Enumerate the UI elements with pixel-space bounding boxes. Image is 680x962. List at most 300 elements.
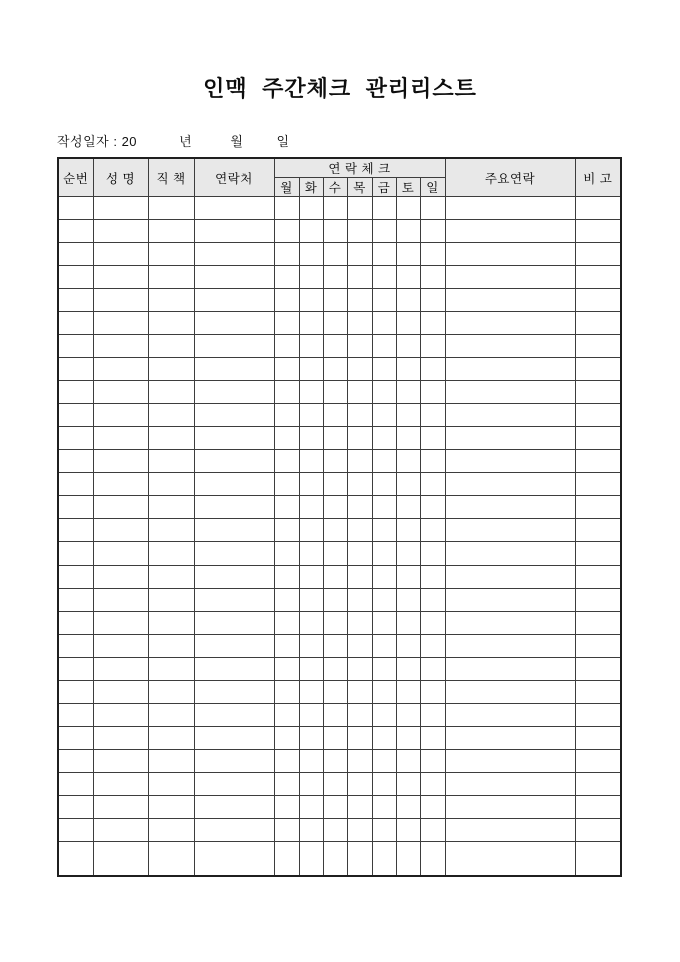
cell-tue[interactable] [299, 335, 323, 358]
cell-name[interactable] [93, 266, 148, 289]
cell-no[interactable] [58, 358, 93, 381]
cell-contact[interactable] [194, 197, 274, 220]
cell-main-contact[interactable] [445, 496, 575, 519]
cell-main-contact[interactable] [445, 335, 575, 358]
cell-no[interactable] [58, 404, 93, 427]
cell-name[interactable] [93, 565, 148, 588]
cell-position[interactable] [148, 726, 194, 749]
cell-mon[interactable] [274, 749, 299, 772]
cell-no[interactable] [58, 588, 93, 611]
cell-thu[interactable] [347, 266, 372, 289]
cell-position[interactable] [148, 680, 194, 703]
cell-mon[interactable] [274, 496, 299, 519]
cell-mon[interactable] [274, 565, 299, 588]
cell-sat[interactable] [396, 680, 420, 703]
cell-fri[interactable] [372, 335, 396, 358]
cell-position[interactable] [148, 611, 194, 634]
cell-wed[interactable] [323, 197, 347, 220]
cell-fri[interactable] [372, 749, 396, 772]
cell-wed[interactable] [323, 726, 347, 749]
cell-thu[interactable] [347, 220, 372, 243]
cell-fri[interactable] [372, 841, 396, 876]
cell-thu[interactable] [347, 749, 372, 772]
cell-mon[interactable] [274, 381, 299, 404]
cell-sun[interactable] [420, 243, 445, 266]
cell-main-contact[interactable] [445, 220, 575, 243]
cell-tue[interactable] [299, 680, 323, 703]
cell-no[interactable] [58, 634, 93, 657]
cell-no[interactable] [58, 197, 93, 220]
cell-sat[interactable] [396, 657, 420, 680]
cell-no[interactable] [58, 611, 93, 634]
cell-note[interactable] [575, 450, 621, 473]
cell-mon[interactable] [274, 473, 299, 496]
cell-main-contact[interactable] [445, 703, 575, 726]
cell-fri[interactable] [372, 519, 396, 542]
cell-thu[interactable] [347, 772, 372, 795]
cell-thu[interactable] [347, 289, 372, 312]
cell-position[interactable] [148, 312, 194, 335]
cell-main-contact[interactable] [445, 197, 575, 220]
cell-sat[interactable] [396, 749, 420, 772]
cell-sat[interactable] [396, 404, 420, 427]
cell-tue[interactable] [299, 358, 323, 381]
cell-sun[interactable] [420, 657, 445, 680]
cell-wed[interactable] [323, 427, 347, 450]
cell-main-contact[interactable] [445, 565, 575, 588]
cell-note[interactable] [575, 358, 621, 381]
cell-sun[interactable] [420, 289, 445, 312]
cell-no[interactable] [58, 335, 93, 358]
cell-position[interactable] [148, 772, 194, 795]
cell-position[interactable] [148, 542, 194, 565]
cell-name[interactable] [93, 243, 148, 266]
cell-wed[interactable] [323, 312, 347, 335]
cell-mon[interactable] [274, 680, 299, 703]
cell-contact[interactable] [194, 312, 274, 335]
cell-contact[interactable] [194, 519, 274, 542]
cell-no[interactable] [58, 381, 93, 404]
cell-thu[interactable] [347, 450, 372, 473]
cell-main-contact[interactable] [445, 542, 575, 565]
cell-sun[interactable] [420, 841, 445, 876]
cell-contact[interactable] [194, 680, 274, 703]
cell-mon[interactable] [274, 243, 299, 266]
cell-name[interactable] [93, 703, 148, 726]
cell-wed[interactable] [323, 220, 347, 243]
cell-main-contact[interactable] [445, 726, 575, 749]
cell-main-contact[interactable] [445, 358, 575, 381]
cell-fri[interactable] [372, 427, 396, 450]
cell-tue[interactable] [299, 565, 323, 588]
cell-note[interactable] [575, 657, 621, 680]
cell-main-contact[interactable] [445, 841, 575, 876]
cell-position[interactable] [148, 657, 194, 680]
cell-no[interactable] [58, 772, 93, 795]
cell-position[interactable] [148, 427, 194, 450]
cell-main-contact[interactable] [445, 312, 575, 335]
cell-tue[interactable] [299, 404, 323, 427]
cell-contact[interactable] [194, 795, 274, 818]
cell-no[interactable] [58, 565, 93, 588]
cell-sun[interactable] [420, 749, 445, 772]
cell-sat[interactable] [396, 818, 420, 841]
cell-position[interactable] [148, 519, 194, 542]
cell-contact[interactable] [194, 335, 274, 358]
cell-main-contact[interactable] [445, 427, 575, 450]
cell-wed[interactable] [323, 542, 347, 565]
cell-sat[interactable] [396, 795, 420, 818]
cell-fri[interactable] [372, 381, 396, 404]
cell-fri[interactable] [372, 289, 396, 312]
cell-no[interactable] [58, 749, 93, 772]
cell-no[interactable] [58, 243, 93, 266]
cell-note[interactable] [575, 634, 621, 657]
cell-contact[interactable] [194, 565, 274, 588]
cell-sun[interactable] [420, 772, 445, 795]
cell-wed[interactable] [323, 680, 347, 703]
cell-note[interactable] [575, 266, 621, 289]
cell-no[interactable] [58, 680, 93, 703]
cell-main-contact[interactable] [445, 818, 575, 841]
cell-thu[interactable] [347, 818, 372, 841]
cell-main-contact[interactable] [445, 634, 575, 657]
cell-note[interactable] [575, 335, 621, 358]
cell-fri[interactable] [372, 680, 396, 703]
cell-sat[interactable] [396, 841, 420, 876]
cell-contact[interactable] [194, 358, 274, 381]
cell-name[interactable] [93, 680, 148, 703]
cell-sat[interactable] [396, 772, 420, 795]
cell-contact[interactable] [194, 473, 274, 496]
cell-sat[interactable] [396, 289, 420, 312]
cell-wed[interactable] [323, 289, 347, 312]
cell-sun[interactable] [420, 266, 445, 289]
cell-mon[interactable] [274, 335, 299, 358]
cell-mon[interactable] [274, 289, 299, 312]
cell-fri[interactable] [372, 565, 396, 588]
cell-sat[interactable] [396, 197, 420, 220]
cell-wed[interactable] [323, 657, 347, 680]
cell-main-contact[interactable] [445, 795, 575, 818]
cell-contact[interactable] [194, 542, 274, 565]
cell-wed[interactable] [323, 404, 347, 427]
cell-contact[interactable] [194, 841, 274, 876]
cell-name[interactable] [93, 335, 148, 358]
cell-no[interactable] [58, 841, 93, 876]
cell-tue[interactable] [299, 266, 323, 289]
cell-tue[interactable] [299, 588, 323, 611]
cell-sun[interactable] [420, 542, 445, 565]
cell-position[interactable] [148, 335, 194, 358]
cell-sun[interactable] [420, 703, 445, 726]
cell-thu[interactable] [347, 197, 372, 220]
cell-tue[interactable] [299, 657, 323, 680]
cell-name[interactable] [93, 657, 148, 680]
cell-thu[interactable] [347, 841, 372, 876]
cell-sun[interactable] [420, 358, 445, 381]
cell-wed[interactable] [323, 749, 347, 772]
cell-main-contact[interactable] [445, 657, 575, 680]
cell-sat[interactable] [396, 634, 420, 657]
cell-fri[interactable] [372, 243, 396, 266]
cell-sat[interactable] [396, 703, 420, 726]
cell-sat[interactable] [396, 519, 420, 542]
cell-fri[interactable] [372, 496, 396, 519]
cell-name[interactable] [93, 312, 148, 335]
cell-contact[interactable] [194, 266, 274, 289]
cell-mon[interactable] [274, 266, 299, 289]
cell-fri[interactable] [372, 657, 396, 680]
cell-tue[interactable] [299, 381, 323, 404]
cell-tue[interactable] [299, 795, 323, 818]
cell-no[interactable] [58, 220, 93, 243]
cell-mon[interactable] [274, 427, 299, 450]
cell-fri[interactable] [372, 611, 396, 634]
cell-mon[interactable] [274, 358, 299, 381]
cell-note[interactable] [575, 519, 621, 542]
cell-sun[interactable] [420, 312, 445, 335]
cell-fri[interactable] [372, 772, 396, 795]
cell-name[interactable] [93, 220, 148, 243]
cell-mon[interactable] [274, 818, 299, 841]
cell-mon[interactable] [274, 772, 299, 795]
cell-no[interactable] [58, 703, 93, 726]
cell-wed[interactable] [323, 243, 347, 266]
cell-mon[interactable] [274, 726, 299, 749]
cell-mon[interactable] [274, 450, 299, 473]
cell-wed[interactable] [323, 611, 347, 634]
cell-name[interactable] [93, 450, 148, 473]
cell-sun[interactable] [420, 565, 445, 588]
cell-note[interactable] [575, 772, 621, 795]
cell-contact[interactable] [194, 381, 274, 404]
cell-sun[interactable] [420, 335, 445, 358]
cell-wed[interactable] [323, 335, 347, 358]
cell-note[interactable] [575, 565, 621, 588]
cell-position[interactable] [148, 588, 194, 611]
cell-thu[interactable] [347, 243, 372, 266]
cell-name[interactable] [93, 427, 148, 450]
cell-fri[interactable] [372, 450, 396, 473]
cell-sat[interactable] [396, 220, 420, 243]
cell-note[interactable] [575, 795, 621, 818]
cell-mon[interactable] [274, 611, 299, 634]
cell-note[interactable] [575, 289, 621, 312]
cell-wed[interactable] [323, 634, 347, 657]
cell-main-contact[interactable] [445, 680, 575, 703]
cell-fri[interactable] [372, 795, 396, 818]
cell-thu[interactable] [347, 726, 372, 749]
cell-sun[interactable] [420, 680, 445, 703]
cell-contact[interactable] [194, 818, 274, 841]
cell-position[interactable] [148, 703, 194, 726]
cell-position[interactable] [148, 220, 194, 243]
cell-sat[interactable] [396, 312, 420, 335]
cell-fri[interactable] [372, 312, 396, 335]
cell-sat[interactable] [396, 588, 420, 611]
cell-wed[interactable] [323, 450, 347, 473]
cell-thu[interactable] [347, 795, 372, 818]
cell-position[interactable] [148, 841, 194, 876]
cell-main-contact[interactable] [445, 289, 575, 312]
cell-fri[interactable] [372, 634, 396, 657]
cell-contact[interactable] [194, 243, 274, 266]
cell-name[interactable] [93, 519, 148, 542]
cell-sat[interactable] [396, 496, 420, 519]
cell-name[interactable] [93, 726, 148, 749]
cell-sat[interactable] [396, 381, 420, 404]
cell-sat[interactable] [396, 726, 420, 749]
cell-wed[interactable] [323, 358, 347, 381]
cell-sun[interactable] [420, 404, 445, 427]
cell-tue[interactable] [299, 703, 323, 726]
cell-thu[interactable] [347, 680, 372, 703]
cell-mon[interactable] [274, 404, 299, 427]
cell-note[interactable] [575, 220, 621, 243]
cell-fri[interactable] [372, 266, 396, 289]
cell-thu[interactable] [347, 519, 372, 542]
cell-sat[interactable] [396, 243, 420, 266]
cell-name[interactable] [93, 795, 148, 818]
cell-mon[interactable] [274, 841, 299, 876]
cell-wed[interactable] [323, 266, 347, 289]
cell-name[interactable] [93, 404, 148, 427]
cell-thu[interactable] [347, 588, 372, 611]
cell-contact[interactable] [194, 588, 274, 611]
cell-no[interactable] [58, 427, 93, 450]
cell-thu[interactable] [347, 381, 372, 404]
cell-tue[interactable] [299, 726, 323, 749]
cell-sat[interactable] [396, 266, 420, 289]
cell-contact[interactable] [194, 726, 274, 749]
cell-main-contact[interactable] [445, 473, 575, 496]
cell-sat[interactable] [396, 450, 420, 473]
cell-mon[interactable] [274, 657, 299, 680]
cell-tue[interactable] [299, 749, 323, 772]
cell-sat[interactable] [396, 427, 420, 450]
cell-sun[interactable] [420, 496, 445, 519]
cell-sun[interactable] [420, 220, 445, 243]
cell-sun[interactable] [420, 795, 445, 818]
cell-note[interactable] [575, 818, 621, 841]
cell-main-contact[interactable] [445, 243, 575, 266]
cell-no[interactable] [58, 473, 93, 496]
cell-note[interactable] [575, 496, 621, 519]
cell-wed[interactable] [323, 772, 347, 795]
cell-wed[interactable] [323, 381, 347, 404]
cell-main-contact[interactable] [445, 381, 575, 404]
cell-no[interactable] [58, 795, 93, 818]
cell-sun[interactable] [420, 381, 445, 404]
cell-note[interactable] [575, 381, 621, 404]
cell-main-contact[interactable] [445, 266, 575, 289]
cell-note[interactable] [575, 542, 621, 565]
cell-sat[interactable] [396, 358, 420, 381]
cell-sat[interactable] [396, 542, 420, 565]
cell-name[interactable] [93, 289, 148, 312]
cell-note[interactable] [575, 611, 621, 634]
cell-sun[interactable] [420, 634, 445, 657]
cell-position[interactable] [148, 197, 194, 220]
cell-sat[interactable] [396, 335, 420, 358]
cell-thu[interactable] [347, 312, 372, 335]
cell-thu[interactable] [347, 427, 372, 450]
cell-note[interactable] [575, 841, 621, 876]
cell-tue[interactable] [299, 542, 323, 565]
cell-name[interactable] [93, 841, 148, 876]
cell-name[interactable] [93, 197, 148, 220]
cell-wed[interactable] [323, 841, 347, 876]
cell-fri[interactable] [372, 726, 396, 749]
cell-contact[interactable] [194, 427, 274, 450]
cell-tue[interactable] [299, 427, 323, 450]
cell-note[interactable] [575, 473, 621, 496]
cell-sat[interactable] [396, 473, 420, 496]
cell-contact[interactable] [194, 749, 274, 772]
cell-name[interactable] [93, 818, 148, 841]
cell-mon[interactable] [274, 542, 299, 565]
cell-wed[interactable] [323, 519, 347, 542]
cell-wed[interactable] [323, 703, 347, 726]
cell-mon[interactable] [274, 588, 299, 611]
cell-thu[interactable] [347, 634, 372, 657]
cell-main-contact[interactable] [445, 749, 575, 772]
cell-contact[interactable] [194, 772, 274, 795]
cell-name[interactable] [93, 588, 148, 611]
cell-tue[interactable] [299, 818, 323, 841]
cell-name[interactable] [93, 496, 148, 519]
cell-contact[interactable] [194, 404, 274, 427]
cell-contact[interactable] [194, 289, 274, 312]
cell-sun[interactable] [420, 818, 445, 841]
cell-note[interactable] [575, 703, 621, 726]
cell-position[interactable] [148, 289, 194, 312]
cell-tue[interactable] [299, 243, 323, 266]
cell-note[interactable] [575, 404, 621, 427]
cell-position[interactable] [148, 381, 194, 404]
cell-sun[interactable] [420, 519, 445, 542]
cell-no[interactable] [58, 450, 93, 473]
cell-sun[interactable] [420, 611, 445, 634]
cell-fri[interactable] [372, 404, 396, 427]
cell-mon[interactable] [274, 519, 299, 542]
cell-no[interactable] [58, 657, 93, 680]
cell-contact[interactable] [194, 450, 274, 473]
cell-note[interactable] [575, 197, 621, 220]
cell-position[interactable] [148, 565, 194, 588]
cell-sun[interactable] [420, 726, 445, 749]
cell-sun[interactable] [420, 427, 445, 450]
cell-main-contact[interactable] [445, 611, 575, 634]
cell-position[interactable] [148, 404, 194, 427]
cell-note[interactable] [575, 726, 621, 749]
cell-contact[interactable] [194, 611, 274, 634]
cell-mon[interactable] [274, 634, 299, 657]
cell-note[interactable] [575, 749, 621, 772]
cell-name[interactable] [93, 381, 148, 404]
cell-no[interactable] [58, 818, 93, 841]
cell-sun[interactable] [420, 197, 445, 220]
cell-wed[interactable] [323, 795, 347, 818]
cell-tue[interactable] [299, 772, 323, 795]
cell-no[interactable] [58, 312, 93, 335]
cell-thu[interactable] [347, 657, 372, 680]
cell-tue[interactable] [299, 450, 323, 473]
cell-wed[interactable] [323, 496, 347, 519]
cell-tue[interactable] [299, 519, 323, 542]
cell-wed[interactable] [323, 588, 347, 611]
